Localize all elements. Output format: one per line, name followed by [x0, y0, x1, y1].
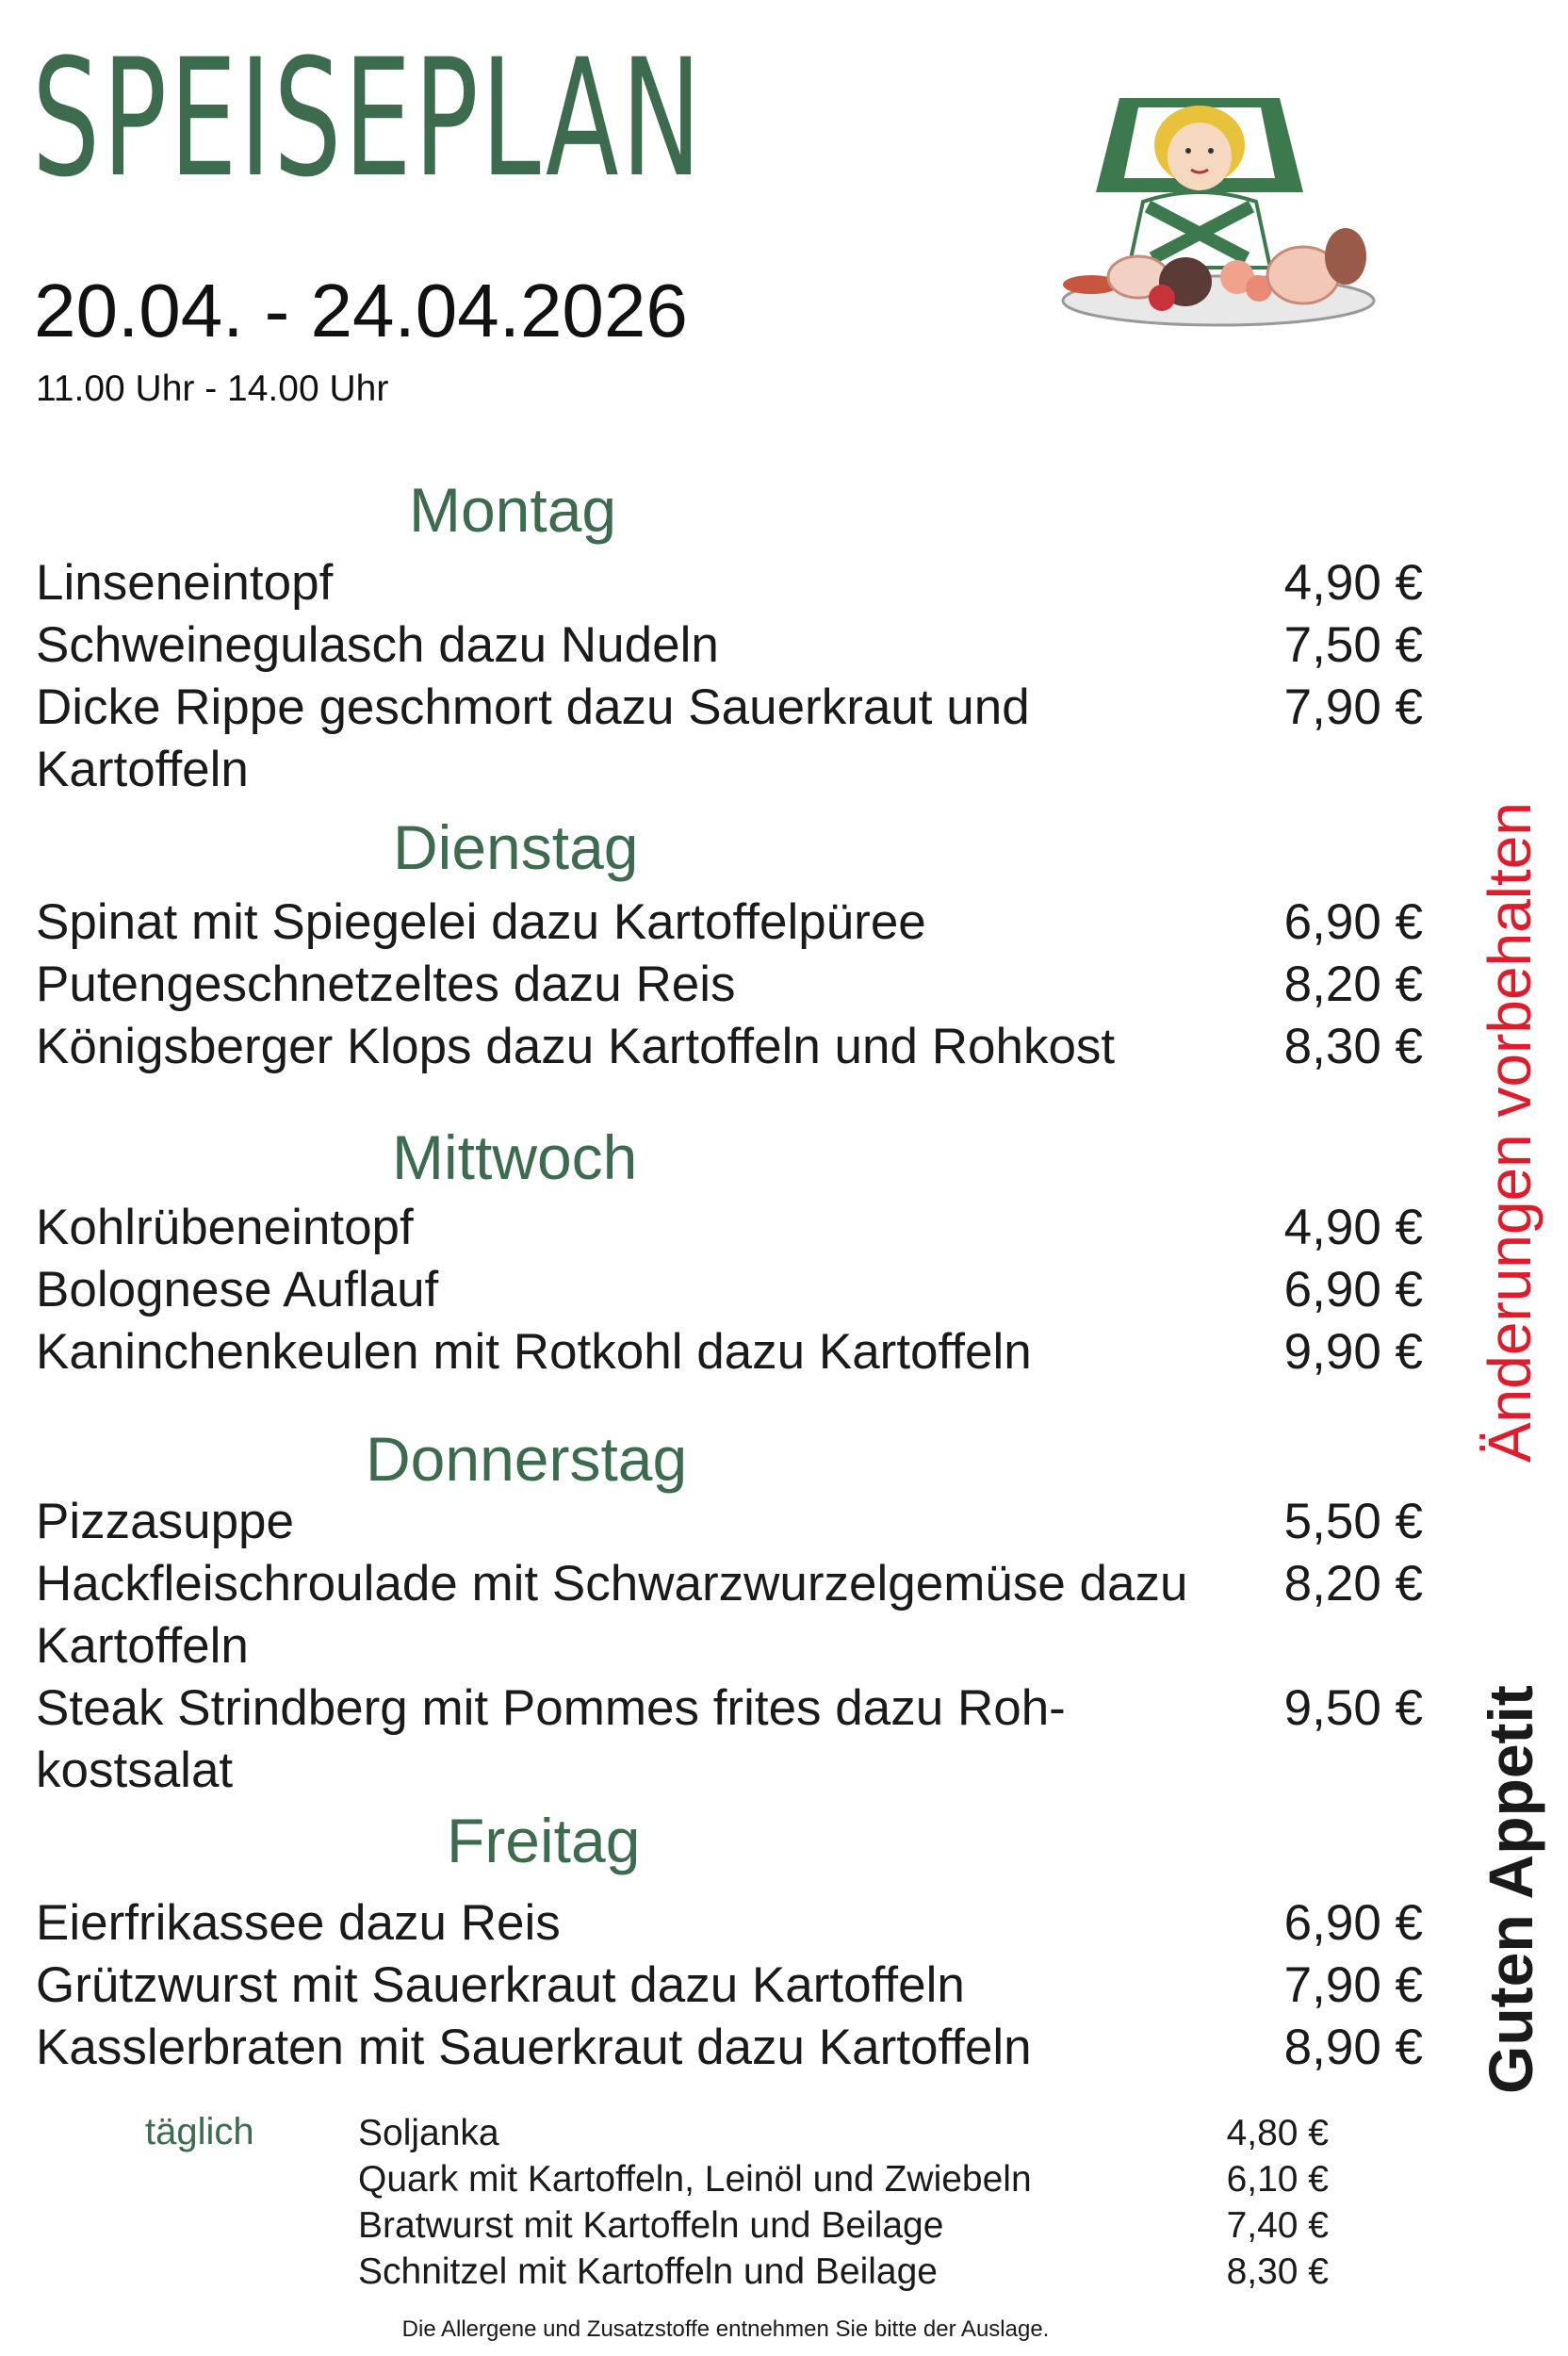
dish-name: Kaninchenkeulen mit Rotkohl dazu Kartoffeln: [36, 1324, 1032, 1380]
daily-item-price: 4,80 €: [1226, 2113, 1329, 2153]
dish-price: 4,90 €: [1283, 555, 1423, 611]
dish-name: Pizzasuppe: [36, 1494, 295, 1549]
dish-name: Kohlrübeneintopf: [36, 1200, 414, 1255]
dish-name: Hackfleischroulade mit Schwarzwurzelgemüse dazu Kartoffeln: [36, 1556, 1188, 1674]
day-heading-donnerstag: Donnerstag: [366, 1424, 688, 1494]
dish-name: Putengeschnetzeltes dazu Reis: [36, 957, 736, 1012]
page-title: SPEISEPLAN: [32, 24, 704, 213]
dish-name: Eierfrikassee dazu Reis: [36, 1895, 561, 1951]
daily-label: täglich: [145, 2111, 254, 2152]
dish-price: 6,90 €: [1283, 1895, 1423, 1951]
dish-name: Steak Strindberg mit Pommes frites dazu Roh-kostsalat: [36, 1680, 1066, 1798]
day-heading-mittwoch: Mittwoch: [392, 1122, 638, 1192]
dish-name: Bolognese Auflauf: [36, 1262, 439, 1317]
dish-price: 8,20 €: [1283, 1556, 1423, 1612]
butcher-girl-with-sausage-platter-icon: [1054, 89, 1383, 335]
daily-item-name: Schnitzel mit Kartoffeln und Beilage: [358, 2251, 938, 2292]
daily-item-name: Quark mit Kartoffeln, Leinöl und Zwiebeln: [358, 2159, 1032, 2200]
dish-price: 4,90 €: [1283, 1200, 1423, 1255]
day-heading-freitag: Freitag: [447, 1806, 641, 1875]
dish-price: 8,90 €: [1283, 2020, 1423, 2075]
dish-price: 5,50 €: [1283, 1494, 1423, 1549]
opening-hours: 11.00 Uhr - 14.00 Uhr: [36, 368, 389, 409]
dish-price: 9,50 €: [1283, 1680, 1423, 1736]
dish-price: 7,50 €: [1283, 617, 1423, 673]
dish-price: 8,30 €: [1283, 1019, 1423, 1074]
guten-appetit-note: Guten Appetit: [1476, 1685, 1545, 2094]
daily-item-name: Bratwurst mit Kartoffeln und Beilage: [358, 2205, 944, 2246]
daily-item-price: 6,10 €: [1226, 2159, 1329, 2200]
daily-item-price: 7,40 €: [1226, 2205, 1329, 2246]
dish-price: 7,90 €: [1283, 679, 1423, 735]
daily-item-name: Soljanka: [358, 2113, 499, 2153]
allergen-note: Die Allergene und Zusatzstoffe entnehmen Sie bitte der Auslage.: [401, 2316, 1050, 2342]
dish-name: Königsberger Klops dazu Kartoffeln und Rohkost: [36, 1019, 1116, 1074]
dish-name: Kasslerbraten mit Sauerkraut dazu Kartoffeln: [36, 2020, 1032, 2075]
daily-item-price: 8,30 €: [1226, 2251, 1329, 2292]
dish-price: 7,90 €: [1283, 1957, 1423, 2013]
dish-name: Schweinegulasch dazu Nudeln: [36, 617, 719, 673]
dish-name: Grützwurst mit Sauerkraut dazu Kartoffeln: [36, 1957, 965, 2013]
day-heading-montag: Montag: [409, 475, 617, 545]
day-heading-dienstag: Dienstag: [393, 812, 639, 882]
dish-price: 9,90 €: [1283, 1324, 1423, 1380]
dish-price: 8,20 €: [1283, 957, 1423, 1012]
changes-reserved-note: Änderungen vorbehalten: [1476, 802, 1544, 1463]
dish-name: Dicke Rippe geschmort dazu Sauerkraut und Kartoffeln: [36, 679, 1030, 797]
date-range: 20.04. - 24.04.2026: [34, 269, 688, 352]
dish-price: 6,90 €: [1283, 894, 1423, 950]
dish-name: Spinat mit Spiegelei dazu Kartoffelpüree: [36, 894, 926, 950]
dish-name: Linseneintopf: [36, 555, 334, 611]
dish-price: 6,90 €: [1283, 1262, 1423, 1317]
